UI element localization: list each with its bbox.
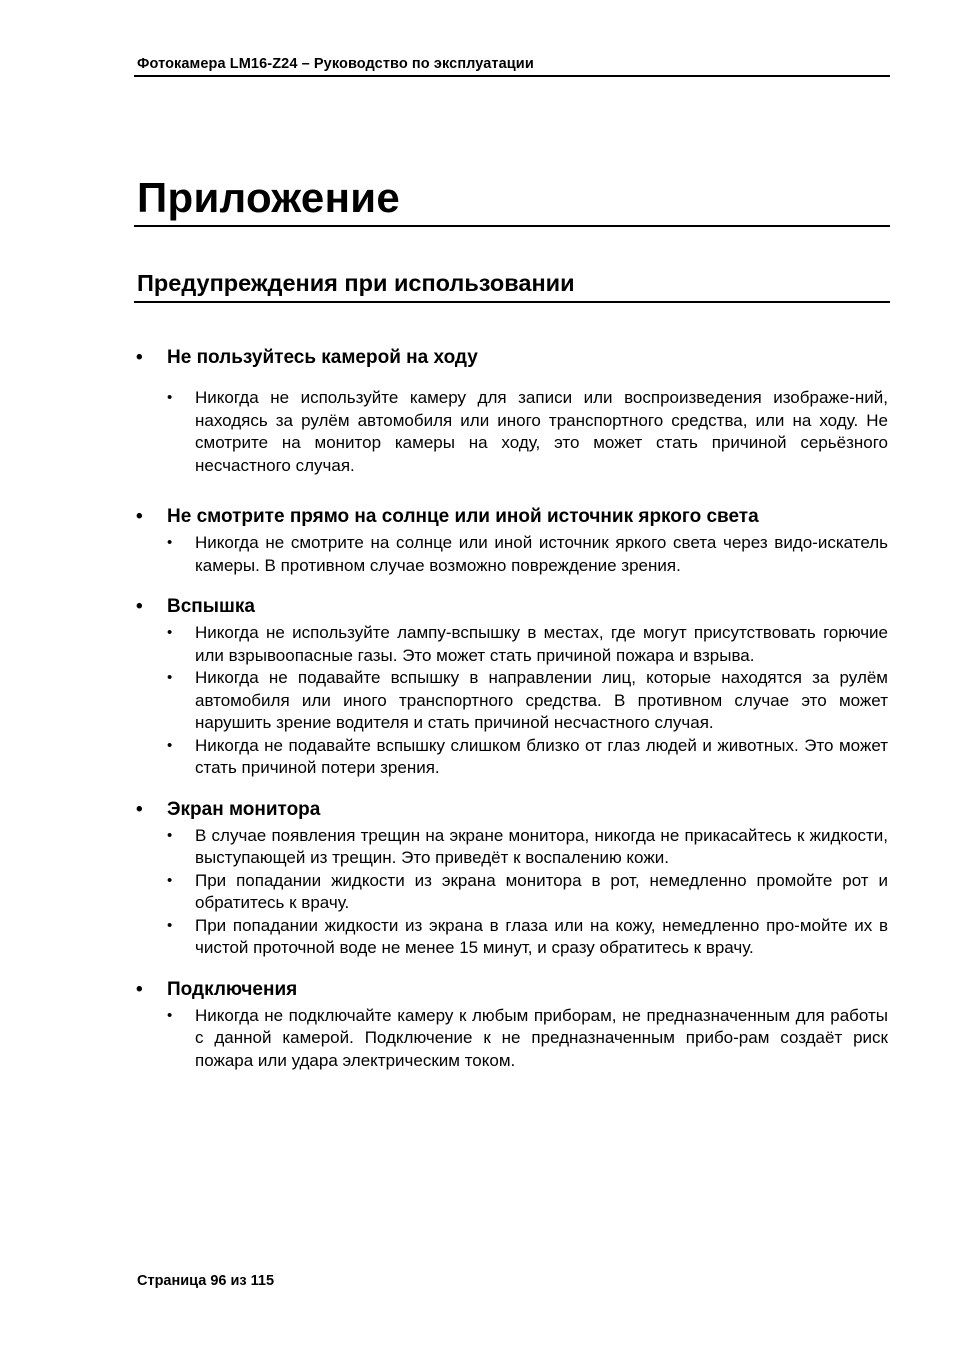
item-text: При попадании жидкости из экрана монитора в рот, немедленно промойте рот и обратитесь к врачу. [195,870,888,912]
page-title: Приложение [137,174,401,221]
section-bullet: • [136,978,143,1000]
item-text: Никогда не используйте лампу-вспышку в местах, где могут присутствовать горючие или взрывоопасные газы. Это может стать причиной пожара и взрыва. [195,623,888,665]
warning-section [0,797,954,960]
item-text: Никогда не подавайте вспышку слишком близко от глаз людей и животных. Это может стать причиной потери зрения. [195,735,888,777]
list-item [0,735,954,780]
warning-section [0,504,954,577]
subtitle-rule [134,301,890,303]
list-item [0,532,954,577]
list-item [0,667,954,735]
item-text: Никогда не смотрите на солнце или иной источник яркого света через видо-искатель камеры. В противном случае возможно повреждение зрения. [195,533,888,575]
list-item [0,915,954,960]
section-heading: Подключения [167,978,298,1000]
item-text: Никогда не подавайте вспышку в направлении лиц, которые находятся за рулём автомобиля или иного транспортного средства. В противном случае это может нарушить зрение водителя и стать причиной несчастного случая. [195,668,888,732]
running-header: Фотокамера LM16-Z24 – Руководство по эксплуатации [137,56,534,72]
section-subtitle: Предупреждения при использовании [137,270,575,296]
warning-section [0,345,954,477]
warning-section [0,977,954,1073]
section-heading: Экран монитора [167,798,321,820]
item-bullet: • [167,669,173,686]
title-rule [134,225,890,227]
section-items [0,532,954,577]
section-heading: Вспышка [167,596,255,617]
section-bullet: • [136,798,143,820]
section-items [0,622,954,780]
item-bullet: • [167,389,173,406]
section-heading: Не пользуйтесь камерой на ходу [167,347,478,368]
header-rule [134,75,890,77]
item-bullet: • [167,736,173,754]
item-bullet: • [167,916,173,934]
item-text: Никогда не подключайте камеру к любым приборам, не предназначенным для работы с данной камерой. Подключение к не предназначенным прибо-рам создаёт риск пожара или удара электрическим током. [195,1005,888,1070]
section-items [0,387,954,477]
list-item [0,387,954,477]
item-bullet: • [167,624,173,641]
item-bullet: • [167,1006,173,1024]
list-item [0,825,954,870]
page-number: Страница 96 из 115 [137,1273,275,1289]
item-bullet: • [167,871,173,889]
item-text: В случае появления трещин на экране монитора, никогда не прикасайтесь к жидкости, выступающей из трещин. Это приведёт к воспалению кожи. [195,825,888,867]
warning-section [0,594,954,780]
section-bullet: • [136,506,143,527]
list-item [0,1005,954,1073]
section-items [0,825,954,960]
warnings-list [0,345,954,1072]
list-item [0,870,954,915]
list-item [0,622,954,667]
item-text: Никогда не используйте камеру для записи или воспроизведения изображе-ний, находясь за рулём автомобиля или иного транспортного средства, или на ходу. Не смотрите на монитор камеры на ходу, это может стать причиной серьёзного несчастного случая. [195,388,888,475]
item-text: При попадании жидкости из экрана в глаза или на кожу, немедленно про-мойте их в чистой проточной воде не менее 15 минут, и сразу обратитесь к врачу. [195,915,888,957]
section-items [0,1005,954,1073]
item-bullet: • [167,534,173,551]
section-bullet: • [136,596,143,617]
item-bullet: • [167,826,173,844]
section-heading: Не смотрите прямо на солнце или иной источник яркого света [167,506,759,527]
section-bullet: • [136,347,143,368]
